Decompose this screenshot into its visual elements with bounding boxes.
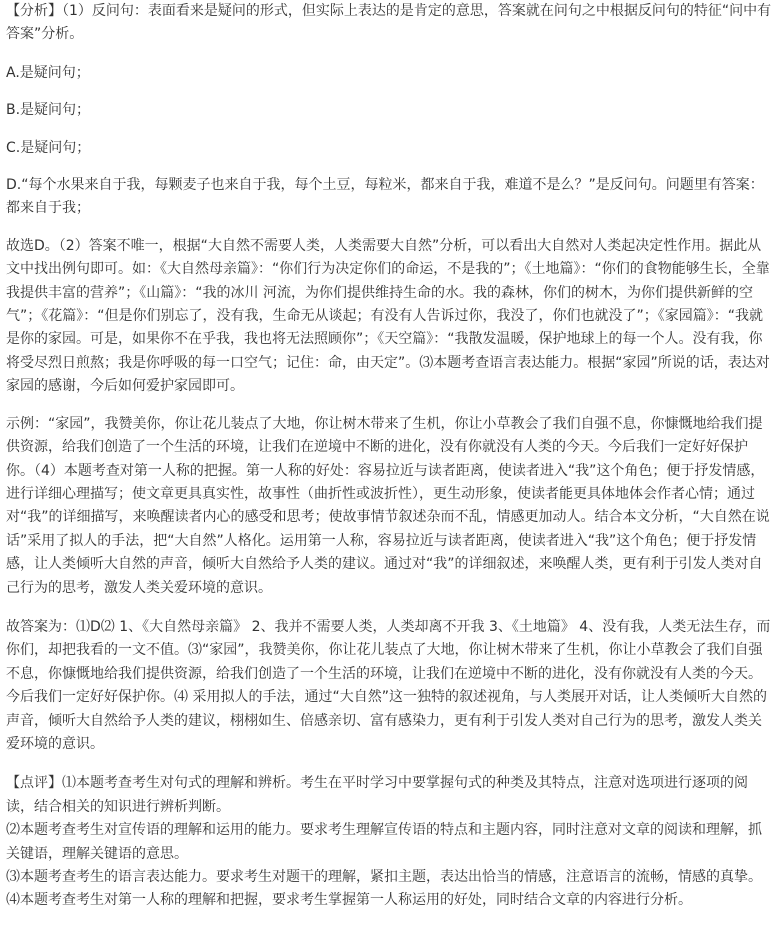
question-2-3-analysis: 故选D。（2）答案不唯一，根据“大自然不需要人类，人类需要大自然”分析，可以看出大自然对人类起决定性作用。据此从文中找出例句即可。如：《大自然母亲篇》：“你们行为决定你们的命运，不是我的”；《土地篇》：“你们的食物能够生长，全靠我提供丰富的营养”；《山篇》：“我的冰川 河流，为你们提供维持生命的水。我的森林，你们的树木，为你们提供新鲜的空气”；《花篇》：“但是你们别忘了，没有我，生命无从谈起；有没有人告诉过你，我没了，你们也就没了”；《家园篇》：“我就是你的家园。可是，如果你不在乎我，我也将无法照顾你”；《天空篇》：“我散发温暖，保护地球上的每一个人。没有我，你将受尽烈日煎熬；我是你呼吸的每一口空气；记住：命，由天定”。⑶本题考查语言表达能力。根据“家园”所说的话，表达对家园的感谢，今后如何爱护家园即可。 (6, 237, 770, 395)
question-4-analysis: 示例：“家园”，我赞美你，你让花儿装点了大地，你让树木带来了生机，你让小草教会了我们自强不息，你慷慨地给我们提供资源，给我们创造了一个生活的环境，让我们在逆境中不断的进化，没有你就没有人类的今天。今后我们一定好好保护你。（4）本题考查对第一人称的把握。第一人称的好处：容易拉近与读者距离，使读者进入“我”这个角色；便于抒发情感，进行详细心理描写；使文章更具真实性，故事性（曲折性或波折性），更生动形象，使读者能更具体地体会作者心情；通过对“我”的详细描写，来唤醒读者内心的感受和思考；使故事情节叙述杂而不乱，情感更加动人。结合本文分析，“大自然在说话”采用了拟人的手法，把“大自然”人格化。运用第一人称，容易拉近与读者距离，使读者进入“我”这个角色；便于抒发情感，让人类倾听大自然的声音，倾听大自然给予人类的建议。通过对“我”的详细叙述，来唤醒人类，更有利于引发人类对自己行为的思考，激发人类关爱环境的意识。 (6, 415, 770, 596)
option-a-analysis: A.是疑问句； (6, 64, 90, 81)
option-b-analysis: B.是疑问句； (6, 102, 91, 119)
analysis-intro: 【分析】（1）反问句：表面看来是疑问的形式，但实际上表达的是肯定的意思，答案就在问句之中根据反问句的特征“问中有答案”分析。 (6, 3, 772, 43)
comment-2: ⑵本题考查考生对宣传语的理解和运用的能力。要求考生理解宣传语的特点和主题内容，同时注意对文章的阅读和理解，抓关键语，理解关键语的意思。 (6, 822, 762, 862)
comment-3: ⑶本题考查考生的语言表达能力。要求考生对题干的理解，紧扣主题，表达出恰当的情感，注意语言的流畅，情感的真挚。 (6, 869, 762, 885)
option-c-analysis: C.是疑问句； (6, 139, 91, 156)
final-answer: 故答案为：⑴D⑵ 1、《大自然母亲篇》 2、我并不需要人类，人类却离不开我 3、《土地篇》 4、没有我，人类无法生存，而你们，却把我看的一文不值。⑶“家园”，我赞美你，你让花儿装点了大地，你让树木带来了生机，你让小草教会了我们自强不息，你慷慨地给我们提供资源，给我们创造了一个生活的环境，让我们在逆境中不断的进化，没有你就没有人类的今天。今后我们一定好好保护你。⑷ 采用拟人的手法，通过“大自然”这一独特的叙述视角，与人类展开对话，让人类倾听大自然的声音，倾听大自然给予人类的建议，栩栩如生、倍感亲切、富有感染力，更有利于引发人类对自己行为的思考，激发人类关爱环境的意识。 (6, 618, 771, 752)
comment-4: ⑷本题考查考生对第一人称的理解和把握，要求考生掌握第一人称运用的好处，同时结合文章的内容进行分析。 (6, 892, 692, 909)
comment-1: 【点评】⑴本题考查考生对句式的理解和辨析。考生在平时学习中要掌握句式的种类及其特点，注意对选项进行逐项的阅读，结合相关的知识进行辨析判断。 (6, 775, 748, 815)
option-d-analysis: D.“每个水果来自于我，每颗麦子也来自于我，每个土豆，每粒米，都来自于我，难道不是么？”是反问句。问题里有答案：都来自于我； (6, 177, 764, 217)
